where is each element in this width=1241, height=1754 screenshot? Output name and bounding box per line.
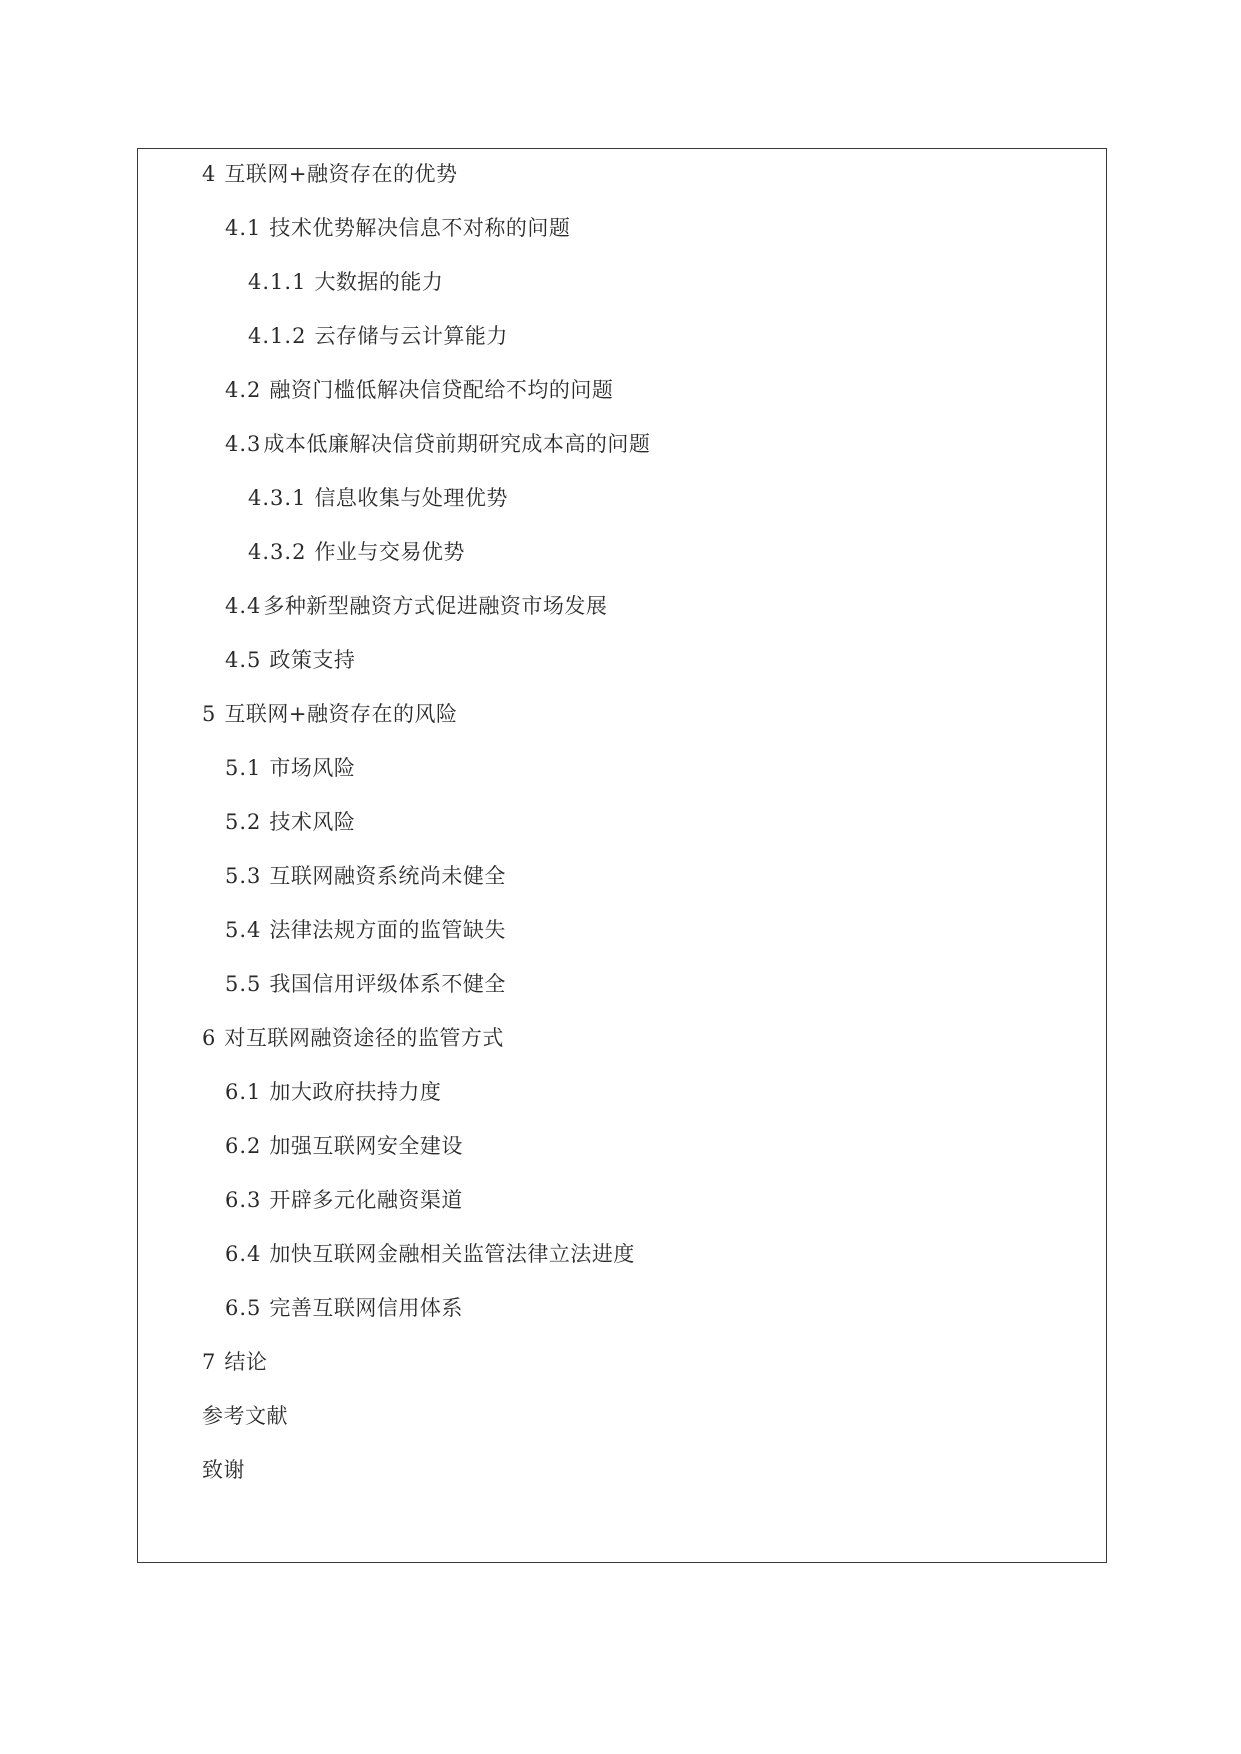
toc-entry-title: 信息收集与处理优势 <box>314 486 508 510</box>
toc-entry-title: 大数据的能力 <box>314 270 444 294</box>
toc-entry-number: 4.3.1 <box>248 486 307 510</box>
toc-entry-number: 5.1 <box>225 756 262 780</box>
toc-entry-number: 4 <box>202 162 217 186</box>
toc-entry-title: 市场风险 <box>269 756 356 780</box>
toc-entry-5-1 <box>225 754 355 782</box>
toc-entry-title: 互联网融资系统尚未健全 <box>269 864 506 888</box>
toc-entry-4-3 <box>225 430 650 458</box>
toc-entry-number: 5 <box>202 702 217 726</box>
toc-entry-4 <box>202 160 457 188</box>
toc-entry-5-4 <box>225 916 506 944</box>
toc-entry-6-3 <box>225 1186 463 1214</box>
toc-entry-title: 对互联网融资途径的监管方式 <box>224 1026 504 1050</box>
toc-entry-4-5 <box>225 646 355 674</box>
toc-entry-number: 4.4 <box>225 594 262 618</box>
toc-entry-number: 6.1 <box>225 1080 262 1104</box>
toc-entry-number: 5.3 <box>225 864 262 888</box>
toc-entry-5-3 <box>225 862 506 890</box>
toc-entry-title: 多种新型融资方式促进融资市场发展 <box>263 594 608 618</box>
toc-entry-references <box>202 1402 288 1430</box>
toc-entry-4-3-1 <box>248 484 508 512</box>
toc-entry-number: 4.5 <box>225 648 262 672</box>
toc-entry-7 <box>202 1348 267 1376</box>
toc-entry-number: 5.5 <box>225 972 262 996</box>
toc-entry-title: 参考文献 <box>202 1404 288 1428</box>
toc-entry-title: 加强互联网安全建设 <box>269 1134 463 1158</box>
toc-entry-title: 互联网+融资存在的风险 <box>224 702 458 726</box>
toc-entry-number: 4.1.2 <box>248 324 307 348</box>
toc-entry-title: 成本低廉解决信贷前期研究成本高的问题 <box>263 432 651 456</box>
toc-entry-acknowledgements <box>202 1456 245 1484</box>
toc-entry-title: 技术风险 <box>269 810 356 834</box>
toc-entry-4-1-1 <box>248 268 443 296</box>
toc-entry-number: 4.2 <box>225 378 262 402</box>
toc-entry-number: 6 <box>202 1026 217 1050</box>
toc-entry-4-1-2 <box>248 322 508 350</box>
toc-entry-title: 作业与交易优势 <box>314 540 465 564</box>
toc-entry-title: 完善互联网信用体系 <box>269 1296 463 1320</box>
toc-entry-title: 开辟多元化融资渠道 <box>269 1188 463 1212</box>
toc-entry-number: 5.4 <box>225 918 262 942</box>
toc-entry-number: 4.1.1 <box>248 270 307 294</box>
toc-entry-number: 6.2 <box>225 1134 262 1158</box>
toc-entry-number: 4.1 <box>225 216 262 240</box>
toc-entry-title: 政策支持 <box>269 648 356 672</box>
toc-entry-number: 6.5 <box>225 1296 262 1320</box>
toc-entry-title: 云存储与云计算能力 <box>314 324 508 348</box>
toc-entry-6 <box>202 1024 504 1052</box>
toc-entry-5-5 <box>225 970 506 998</box>
toc-entry-4-3-2 <box>248 538 465 566</box>
toc-entry-6-2 <box>225 1132 463 1160</box>
toc-entry-5 <box>202 700 457 728</box>
toc-entry-6-4 <box>225 1240 635 1268</box>
toc-entry-title: 我国信用评级体系不健全 <box>269 972 506 996</box>
toc-entry-title: 技术优势解决信息不对称的问题 <box>269 216 571 240</box>
toc-entry-number: 5.2 <box>225 810 262 834</box>
toc-entry-number: 4.3 <box>225 432 262 456</box>
toc-entry-5-2 <box>225 808 355 836</box>
toc-entry-title: 融资门槛低解决信贷配给不均的问题 <box>269 378 614 402</box>
toc-entry-title: 加快互联网金融相关监管法律立法进度 <box>269 1242 635 1266</box>
toc-entry-title: 互联网+融资存在的优势 <box>224 162 458 186</box>
toc-entry-number: 4.3.2 <box>248 540 307 564</box>
toc-entry-title: 法律法规方面的监管缺失 <box>269 918 506 942</box>
toc-entry-4-2 <box>225 376 613 404</box>
toc-entry-number: 7 <box>202 1350 217 1374</box>
toc-entry-6-1 <box>225 1078 441 1106</box>
toc-entry-title: 结论 <box>224 1350 268 1374</box>
toc-entry-title: 加大政府扶持力度 <box>269 1080 442 1104</box>
toc-entry-4-4 <box>225 592 607 620</box>
toc-entry-4-1 <box>225 214 570 242</box>
toc-entry-title: 致谢 <box>202 1458 245 1482</box>
toc-entry-number: 6.4 <box>225 1242 262 1266</box>
toc-entry-number: 6.3 <box>225 1188 262 1212</box>
toc-frame <box>137 148 1107 1563</box>
toc-entry-6-5 <box>225 1294 463 1322</box>
